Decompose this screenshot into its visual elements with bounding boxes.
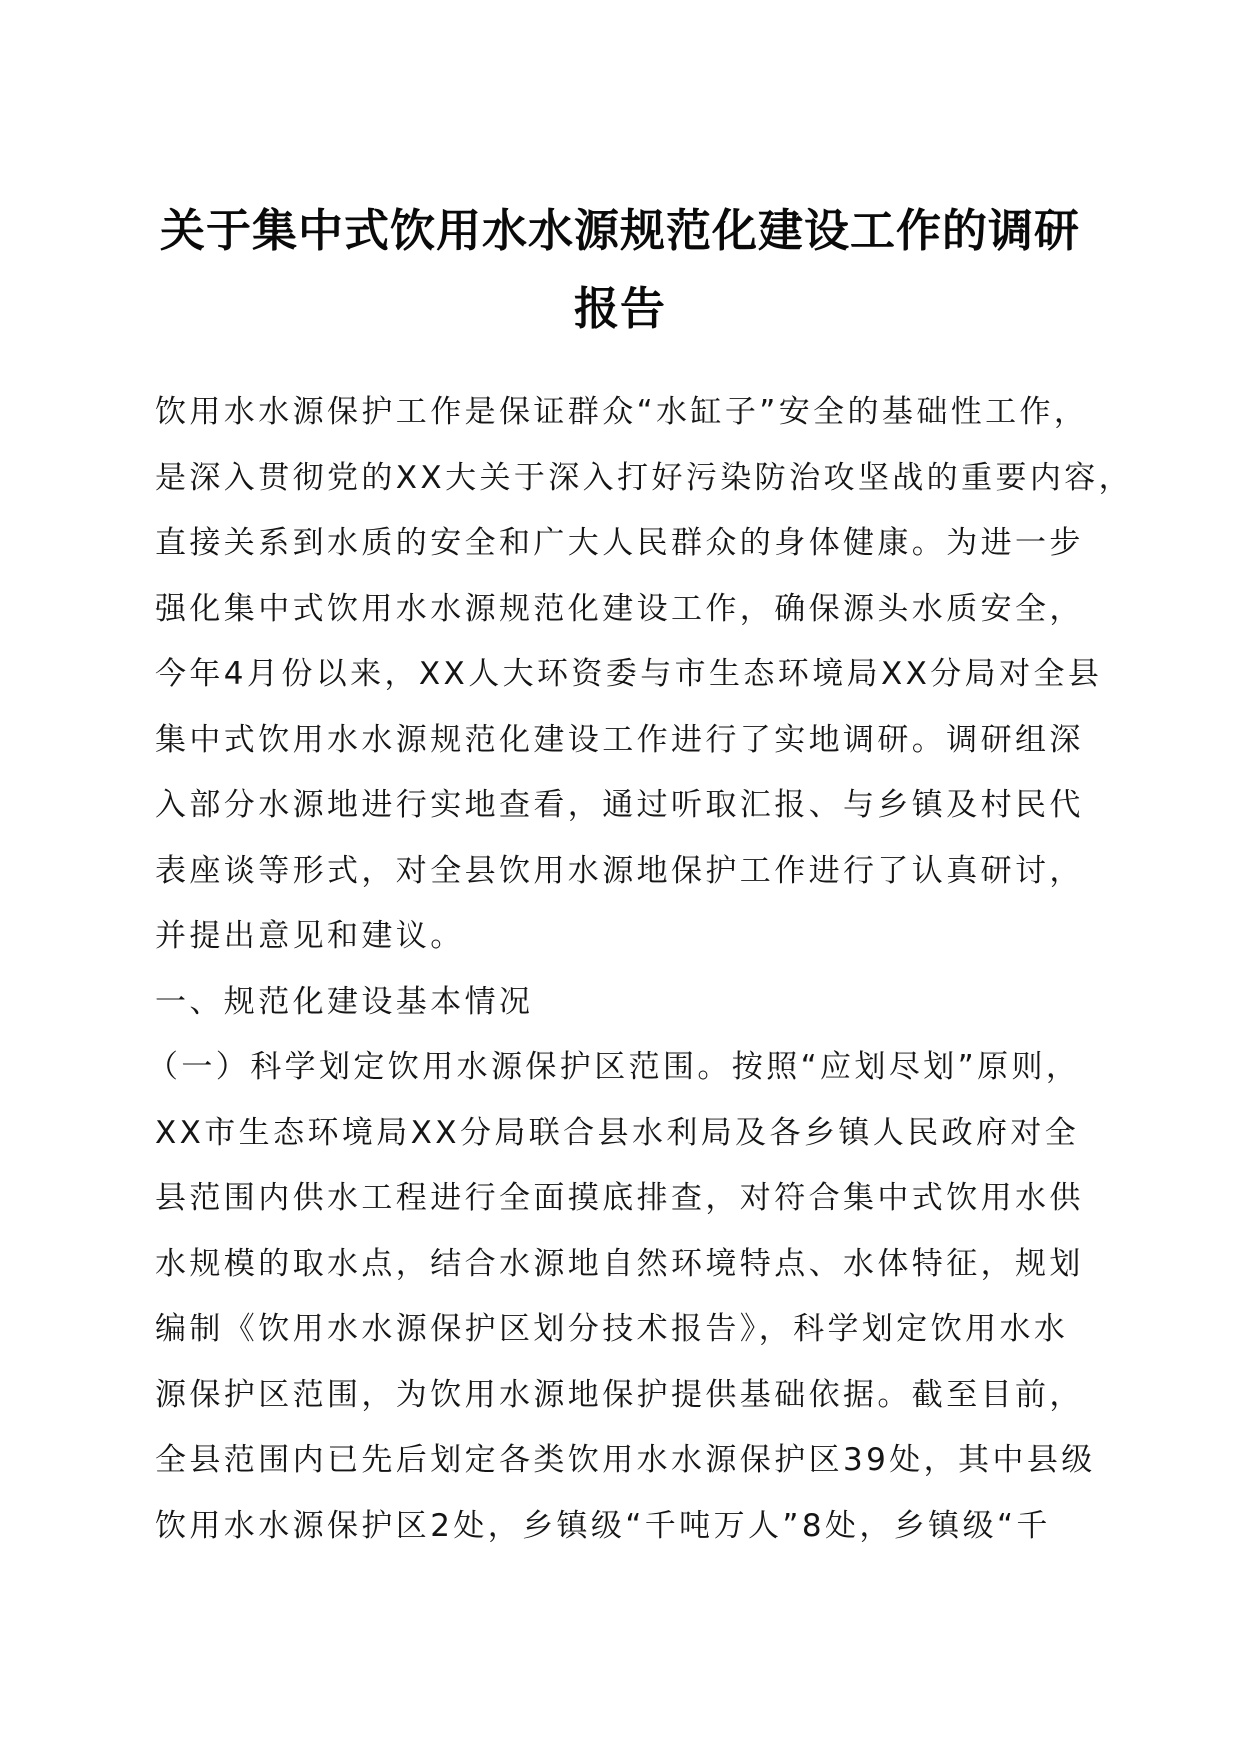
subsection-heading-line: （一）科学划定饮用水源保护区范围。按照“应划尽划”原则， (147, 1049, 1081, 1085)
paragraph-line: 源保护区范围，为饮用水源地保护提供基础依据。截至目前， (155, 1376, 1084, 1413)
paragraph-line: 今年4月份以来，XX人大环资委与市生态环境局XX分局对全县 (155, 656, 1103, 692)
paragraph-line: 并提出意见和建议。 (155, 918, 465, 954)
paragraph-line: 表座谈等形式，对全县饮用水源地保护工作进行了认真研讨， (155, 852, 1084, 889)
paragraph-line: 全县范围内已先后划定各类饮用水水源保护区39处，其中县级 (155, 1442, 1096, 1478)
paragraph-line: 县范围内供水工程进行全面摸底排查，对符合集中式饮用水供 (155, 1180, 1084, 1216)
document-title (140, 192, 1100, 348)
paragraph-line: 饮用水水源保护区2处，乡镇级“千吨万人”8处，乡镇级“千 (155, 1507, 1051, 1544)
paragraph-line: 强化集中式饮用水水源规范化建设工作，确保源头水质安全， (155, 590, 1084, 627)
paragraph-line: 水规模的取水点，结合水源地自然环境特点、水体特征，规划 (155, 1245, 1084, 1282)
section-heading: 一、规范化建设基本情况 (155, 983, 534, 1020)
document-body (147, 380, 1134, 1559)
paragraph-line: 编制《饮用水水源保护区划分技术报告》，科学划定饮用水水 (155, 1311, 1069, 1347)
paragraph-line: 饮用水水源保护工作是保证群众“水缸子”安全的基础性工作， (155, 394, 1089, 430)
paragraph-line: 入部分水源地进行实地查看，通过听取汇报、与乡镇及村民代 (155, 787, 1084, 823)
paragraph-line: 集中式饮用水水源规范化建设工作进行了实地调研。调研组深 (155, 721, 1084, 758)
title-line: 关于集中式饮用水水源规范化建设工作的调研 (159, 204, 1080, 257)
title-line: 报告 (573, 282, 666, 335)
paragraph-line: 是深入贯彻党的XX大关于深入打好污染防治攻坚战的重要内容， (155, 459, 1134, 496)
paragraph-line: XX市生态环境局XX分局联合县水利局及各乡镇人民政府对全 (155, 1114, 1080, 1151)
paragraph-line: 直接关系到水质的安全和广大人民群众的身体健康。为进一步 (155, 525, 1084, 561)
